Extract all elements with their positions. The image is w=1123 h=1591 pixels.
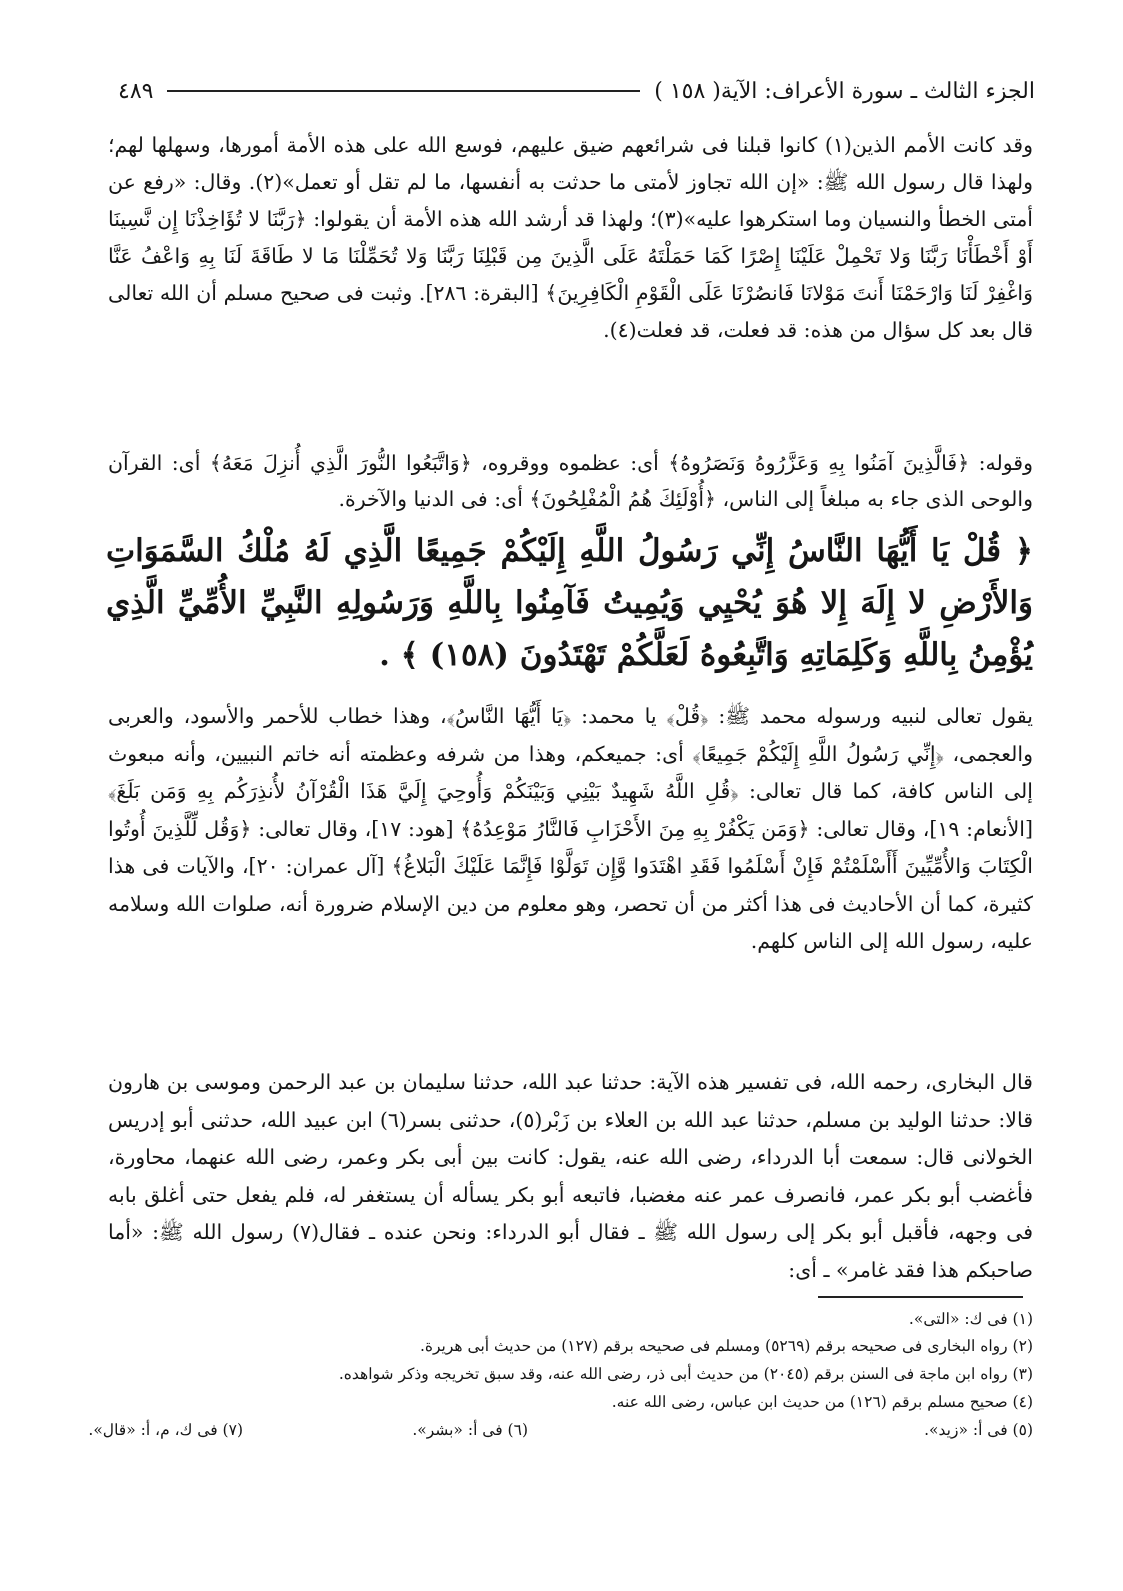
- footnote-7: (٧) فى ك، م، أ: «قال».: [88, 1421, 243, 1439]
- footnote-2: (٢) رواه البخارى فى صحيحه برقم (٥٢٦٩) ومسلم فى صحيحه برقم (١٢٧) من حديث أبى هريرة.: [419, 1337, 1033, 1355]
- footnote-4: (٤) صحيح مسلم برقم (١٢٦) من حديث ابن عباس، رضى الله عنه.: [611, 1393, 1033, 1411]
- quran-verse: ﴿ قُلْ يَا أَيُّهَا النَّاسُ إِنِّي رَسُولُ اللَّهِ إِلَيْكُمْ جَمِيعًا الَّذِي لَهُ مُلْكُ السَّمَوَاتِ وَالأَرْضِ لا إِلَهَ إِلا هُوَ يُحْيِي وَيُمِيتُ فَآمِنُوا بِاللَّهِ وَرَسُولِهِ النَّبِيِّ الأُمِّيِّ الَّذِي يُؤْمِنُ بِاللَّهِ وَكَلِمَاتِهِ وَاتَّبِعُوهُ لَعَلَّكُمْ تَهْتَدُونَ (١٥٨) ﴾ .: [106, 533, 1033, 673]
- page-number: ٤٨٩: [118, 78, 154, 104]
- paragraph-4: قال البخارى، رحمه الله، فى تفسير هذه الآية: حدثنا عبد الله، حدثنا سليمان بن عبد الرحمن وموسى بن هارون قالا: حدثنا الوليد بن مسلم، حدثنا عبد الله بن العلاء بن زَبْر(٥)، حدثنى بسر(٦) ابن عبيد الله، حدثنى أبو إدريس الخولانى قال: سمعت أبا الدرداء، رضى الله عنه، يقول: كانت بين أبى بكر وعمر، رضى الله عنهما، محاورة، فأغضب أبو بكر عمر، فانصرف عمر عنه مغضبا، فاتبعه أبو بكر يسأله أن يستغفر له، فلم يفعل حتى أغلق بابه فى وجهه، فأقبل أبو بكر إلى رسول الله ﷺ ـ فقال أبو الدرداء: ونحن عنده ـ فقال(٧) رسول الله ﷺ: «أما صاحبكم هذا فقد غامر» ـ أى:: [108, 1070, 1033, 1282]
- footnote-3: (٣) رواه ابن ماجة فى السنن برقم (٢٠٤٥) من حديث أبى ذر، رضى الله عنه، وقد سبق تخريجه وذكر شواهده.: [338, 1365, 1033, 1383]
- header-rule: [167, 90, 640, 92]
- footnote-5: (٥) فى أ: «زيد».: [924, 1421, 1033, 1439]
- paragraph-1: وقد كانت الأمم الذين(١) كانوا قبلنا فى شرائعهم ضيق عليهم، فوسع الله على هذه الأمة أمورها، وسهلها لهم؛ ولهذا قال رسول الله ﷺ: «إن الله تجاوز لأمتى ما حدثت به أنفسها، ما لم تقل أو تعمل»(٢). وقال: «رفع عن أمتى الخطأ والنسيان وما استكرهوا عليه»(٣)؛ ولهذا قد أرشد الله هذه الأمة أن يقولوا: ﴿رَبَّنَا لا تُؤَاخِذْنَا إِن نَّسِينَا أَوْ أَخْطَأْنَا رَبَّنَا وَلا تَحْمِلْ عَلَيْنَا إِصْرًا كَمَا حَمَلْتَهُ عَلَى الَّذِينَ مِن قَبْلِنَا رَبَّنَا وَلا تُحَمِّلْنَا مَا لا طَاقَةَ لَنَا بِهِ وَاعْفُ عَنَّا وَاغْفِرْ لَنَا وَارْحَمْنَا أَنتَ مَوْلانَا فَانصُرْنَا عَلَى الْقَوْمِ الْكَافِرِينَ﴾ [البقرة: ٢٨٦]. وثبت فى صحيح مسلم أن الله تعالى قال بعد كل سؤال من هذه: قد فعلت، قد فعلت(٤).: [108, 133, 1034, 342]
- footnote-6: (٦) فى أ: «بشر».: [412, 1421, 528, 1439]
- header-title: الجزء الثالث ـ سورة الأعراف: الآية( ١٥٨ ): [654, 78, 1035, 104]
- footnote-separator: [818, 1296, 1023, 1298]
- paragraph-3: يقول تعالى لنبيه ورسوله محمد ﷺ: ﴿قُلْ﴾ يا محمد: ﴿يَا أَيُّهَا النَّاسُ﴾، وهذا خطاب للأحمر والأسود، والعربى والعجمى، ﴿إِنِّي رَسُولُ اللَّهِ إِلَيْكُمْ جَمِيعًا﴾ أى: جميعكم، وهذا من شرفه وعظمته أنه خاتم النبيين، وأنه مبعوث إلى الناس كافة، كما قال تعالى: ﴿قُلِ اللَّهُ شَهِيدٌ بَيْنِي وَبَيْنَكُمْ وَأُوحِيَ إِلَيَّ هَذَا الْقُرْآنُ لأُنذِرَكُم بِهِ وَمَن بَلَغَ﴾ [الأنعام: ١٩]، وقال تعالى: ﴿وَمَن يَكْفُرْ بِهِ مِنَ الأَحْزَابِ فَالنَّارُ مَوْعِدُهُ﴾ [هود: ١٧]، وقال تعالى: ﴿وَقُل لِّلَّذِينَ أُوتُوا الْكِتَابَ وَالأُمِّيِّينَ أَأَسْلَمْتُمْ فَإِنْ أَسْلَمُوا فَقَدِ اهْتَدَوا وَّإِن تَوَلَّوْا فَإِنَّمَا عَلَيْكَ الْبَلاغُ﴾ [آل عمران: ٢٠]، والآيات فى هذا كثيرة، كما أن الأحاديث فى هذا أكثر من أن تحصر، وهو معلوم من دين الإسلام ضرورة أنه، صلوات الله وسلامه عليه، رسول الله إلى الناس كلهم.: [108, 704, 1033, 953]
- footnote-1: (١) فى ك: «التى».: [908, 1310, 1033, 1328]
- paragraph-2: وقوله: ﴿فَالَّذِينَ آمَنُوا بِهِ وَعَزَّرُوهُ وَنَصَرُوهُ﴾ أى: عظموه ووقروه، ﴿وَاتَّبَعُوا النُّورَ الَّذِي أُنزِلَ مَعَهُ﴾ أى: القرآن والوحى الذى جاء به مبلغاً إلى الناس، ﴿أُوْلَئِكَ هُمُ الْمُفْلِحُونَ﴾ أى: فى الدنيا والآخرة.: [108, 451, 1033, 511]
- running-header: [118, 70, 1035, 112]
